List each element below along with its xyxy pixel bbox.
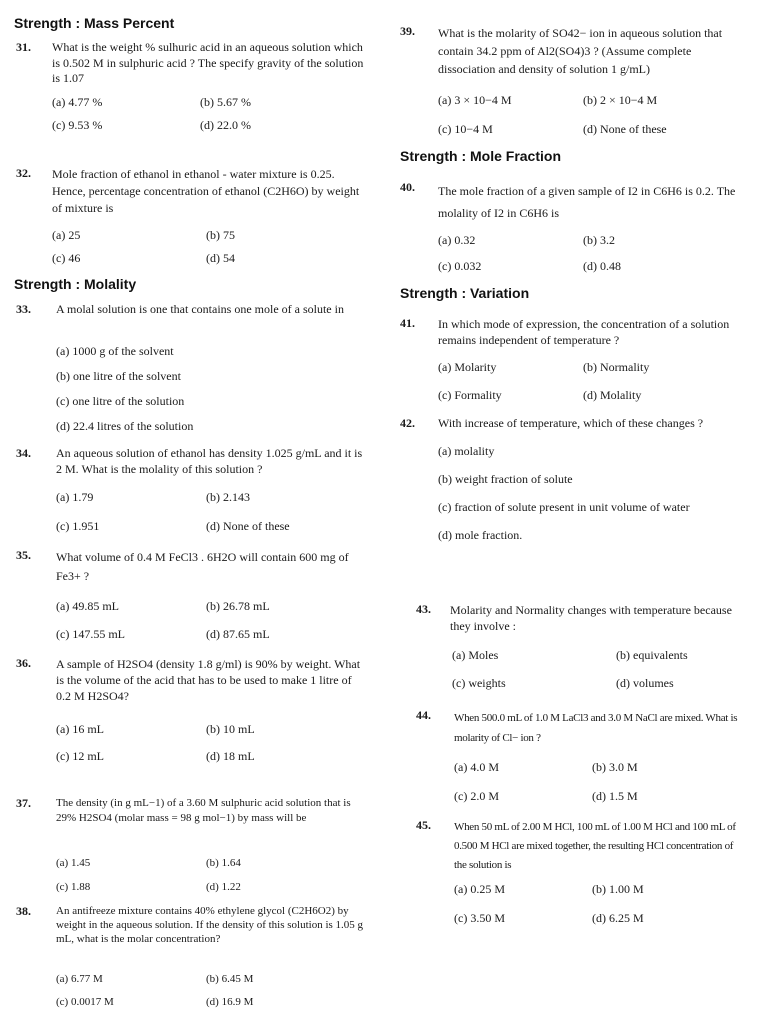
option-c: (c) 2.0 M bbox=[454, 789, 499, 803]
question-number: 44. bbox=[416, 708, 431, 722]
question-36 bbox=[16, 656, 368, 704]
question-text: What is the weight % sulhuric acid in an aqueous solution which is 0.502 M in sulphuric acid ? The specify gravity of the solution is 1.07 bbox=[52, 40, 364, 85]
section-heading-mass-percent: Strength : Mass Percent bbox=[14, 15, 175, 31]
option-b: (b) 6.45 M bbox=[206, 973, 254, 985]
question-number: 43. bbox=[416, 602, 431, 616]
option-b: (b) Normality bbox=[583, 360, 650, 374]
question-33 bbox=[16, 302, 366, 318]
question-text: When 500.0 mL of 1.0 M LaCl3 and 3.0 M NaCl are mixed. What is molarity of Cl− ion ? bbox=[454, 712, 738, 744]
question-text: When 50 mL of 2.00 M HCl, 100 mL of 1.00 M HCl and 100 mL of 0.500 M HCl are mixed together, the resulting HCl concentration of the solution is bbox=[454, 821, 736, 871]
option-a: (a) 1.45 bbox=[56, 857, 91, 869]
option-b: (b) one litre of the solvent bbox=[56, 369, 181, 383]
question-number: 34. bbox=[16, 446, 31, 460]
question-text: A sample of H2SO4 (density 1.8 g/ml) is 90% by weight. What is the volume of the acid that has to be used to make 1 litre of 0.2 M H2SO4? bbox=[56, 657, 361, 703]
option-d: (d) 16.9 M bbox=[206, 996, 254, 1008]
question-number: 39. bbox=[400, 24, 415, 38]
option-c: (c) 147.55 mL bbox=[56, 627, 125, 641]
option-a: (a) Moles bbox=[452, 648, 499, 662]
option-c: (c) 1.88 bbox=[56, 881, 91, 893]
option-c: (c) 1.951 bbox=[56, 519, 100, 533]
option-c: (c) weights bbox=[452, 676, 506, 690]
question-number: 32. bbox=[16, 166, 31, 180]
option-b: (b) 1.00 M bbox=[592, 882, 644, 896]
option-a: (a) 0.32 bbox=[438, 233, 476, 247]
question-number: 31. bbox=[16, 40, 31, 54]
question-45 bbox=[416, 818, 740, 875]
question-41 bbox=[400, 316, 738, 348]
question-35 bbox=[16, 548, 368, 586]
question-37 bbox=[16, 796, 368, 826]
section-heading-mole-fraction: Strength : Mole Fraction bbox=[400, 148, 561, 164]
question-44 bbox=[416, 708, 740, 748]
option-d: (d) 1.22 bbox=[206, 881, 241, 893]
option-c: (c) 46 bbox=[52, 251, 81, 265]
question-number: 40. bbox=[400, 180, 415, 194]
section-heading-molality: Strength : Molality bbox=[14, 276, 137, 292]
question-text: What is the molarity of SO42− ion in aqueous solution that contain 34.2 ppm of Al2(SO4)3 ? (Assume complete dissociation and density of solution 1 g/mL) bbox=[438, 26, 723, 76]
question-38 bbox=[16, 904, 368, 946]
question-number: 38. bbox=[16, 904, 31, 918]
question-34 bbox=[16, 446, 368, 477]
option-d: (d) 54 bbox=[206, 251, 235, 265]
question-number: 33. bbox=[16, 302, 31, 316]
question-number: 45. bbox=[416, 818, 431, 832]
question-number: 36. bbox=[16, 656, 31, 670]
option-b: (b) 2.143 bbox=[206, 490, 250, 504]
question-text: Mole fraction of ethanol in ethanol - water mixture is 0.25. Hence, percentage concentration of ethanol (C2H6O) by weight of mixture is bbox=[52, 167, 360, 215]
option-c: (c) fraction of solute present in unit volume of water bbox=[438, 500, 690, 514]
option-a: (a) 1.79 bbox=[56, 490, 94, 504]
option-c: (c) 9.53 % bbox=[52, 118, 103, 132]
question-text: What volume of 0.4 M FeCl3 . 6H2O will contain 600 mg of Fe3+ ? bbox=[56, 550, 349, 583]
option-d: (d) 18 mL bbox=[206, 749, 255, 763]
option-d: (d) 22.4 litres of the solution bbox=[56, 419, 194, 433]
question-text: A molal solution is one that contains one mole of a solute in bbox=[56, 302, 344, 316]
question-text: With increase of temperature, which of these changes ? bbox=[438, 416, 704, 430]
question-text: Molarity and Normality changes with temperature because they involve : bbox=[450, 603, 732, 633]
option-d: (d) 0.48 bbox=[583, 259, 621, 273]
question-text: The density (in g mL−1) of a 3.60 M sulphuric acid solution that is 29% H2SO4 (molar mass = 98 g mol−1) by mass will be bbox=[56, 797, 351, 824]
question-number: 42. bbox=[400, 416, 415, 430]
option-a: (a) 4.77 % bbox=[52, 95, 103, 109]
option-d: (d) None of these bbox=[206, 519, 290, 533]
option-c: (c) 0.032 bbox=[438, 259, 482, 273]
option-a: (a) 3 × 10−4 M bbox=[438, 93, 512, 107]
option-a: (a) 4.0 M bbox=[454, 760, 499, 774]
question-40 bbox=[400, 180, 738, 224]
option-d: (d) mole fraction. bbox=[438, 528, 523, 542]
option-b: (b) weight fraction of solute bbox=[438, 472, 573, 486]
option-d: (d) 1.5 M bbox=[592, 789, 638, 803]
question-text: An antifreeze mixture contains 40% ethylene glycol (C2H6O2) by weight in the aqueous solution. If the density of this solution is 1.05 g mL, what is the molar concentration? bbox=[56, 905, 364, 945]
option-a: (a) 25 bbox=[52, 228, 81, 242]
question-text: An aqueous solution of ethanol has density 1.025 g/mL and it is 2 M. What is the molality of this solution ? bbox=[56, 446, 363, 476]
question-text: In which mode of expression, the concentration of a solution remains independent of temperature ? bbox=[438, 317, 730, 347]
option-c: (c) 10−4 M bbox=[438, 122, 493, 136]
option-b: (b) 5.67 % bbox=[200, 95, 251, 109]
option-a: (a) 6.77 M bbox=[56, 973, 103, 985]
option-b: (b) 3.0 M bbox=[592, 760, 638, 774]
question-31 bbox=[16, 40, 366, 87]
option-b: (b) 75 bbox=[206, 228, 235, 242]
option-a: (a) 1000 g of the solvent bbox=[56, 344, 174, 358]
option-c: (c) Formality bbox=[438, 388, 502, 402]
question-39 bbox=[400, 24, 738, 78]
option-a: (a) Molarity bbox=[438, 360, 497, 374]
question-number: 41. bbox=[400, 316, 415, 330]
option-b: (b) 2 × 10−4 M bbox=[583, 93, 658, 107]
option-d: (d) 6.25 M bbox=[592, 911, 644, 925]
option-c: (c) one litre of the solution bbox=[56, 394, 185, 408]
option-a: (a) 0.25 M bbox=[454, 882, 505, 896]
option-a: (a) 49.85 mL bbox=[56, 599, 119, 613]
option-d: (d) 22.0 % bbox=[200, 118, 251, 132]
question-32 bbox=[16, 166, 366, 217]
option-b: (b) 3.2 bbox=[583, 233, 615, 247]
question-number: 37. bbox=[16, 796, 31, 810]
option-d: (d) None of these bbox=[583, 122, 667, 136]
option-d: (d) 87.65 mL bbox=[206, 627, 270, 641]
option-c: (c) 0.0017 M bbox=[56, 996, 114, 1008]
option-b: (b) 1.64 bbox=[206, 857, 241, 869]
question-42 bbox=[400, 416, 738, 432]
option-b: (b) 10 mL bbox=[206, 722, 255, 736]
option-c: (c) 12 mL bbox=[56, 749, 104, 763]
option-a: (a) 16 mL bbox=[56, 722, 104, 736]
question-number: 35. bbox=[16, 548, 31, 562]
section-heading-variation: Strength : Variation bbox=[400, 285, 530, 301]
option-c: (c) 3.50 M bbox=[454, 911, 505, 925]
question-text: The mole fraction of a given sample of I2 in C6H6 is 0.2. The molality of I2 in C6H6 is bbox=[438, 184, 736, 220]
question-43 bbox=[416, 602, 740, 634]
option-d: (d) Molality bbox=[583, 388, 642, 402]
option-a: (a) molality bbox=[438, 444, 495, 458]
option-d: (d) volumes bbox=[616, 676, 674, 690]
option-b: (b) 26.78 mL bbox=[206, 599, 270, 613]
option-b: (b) equivalents bbox=[616, 648, 688, 662]
